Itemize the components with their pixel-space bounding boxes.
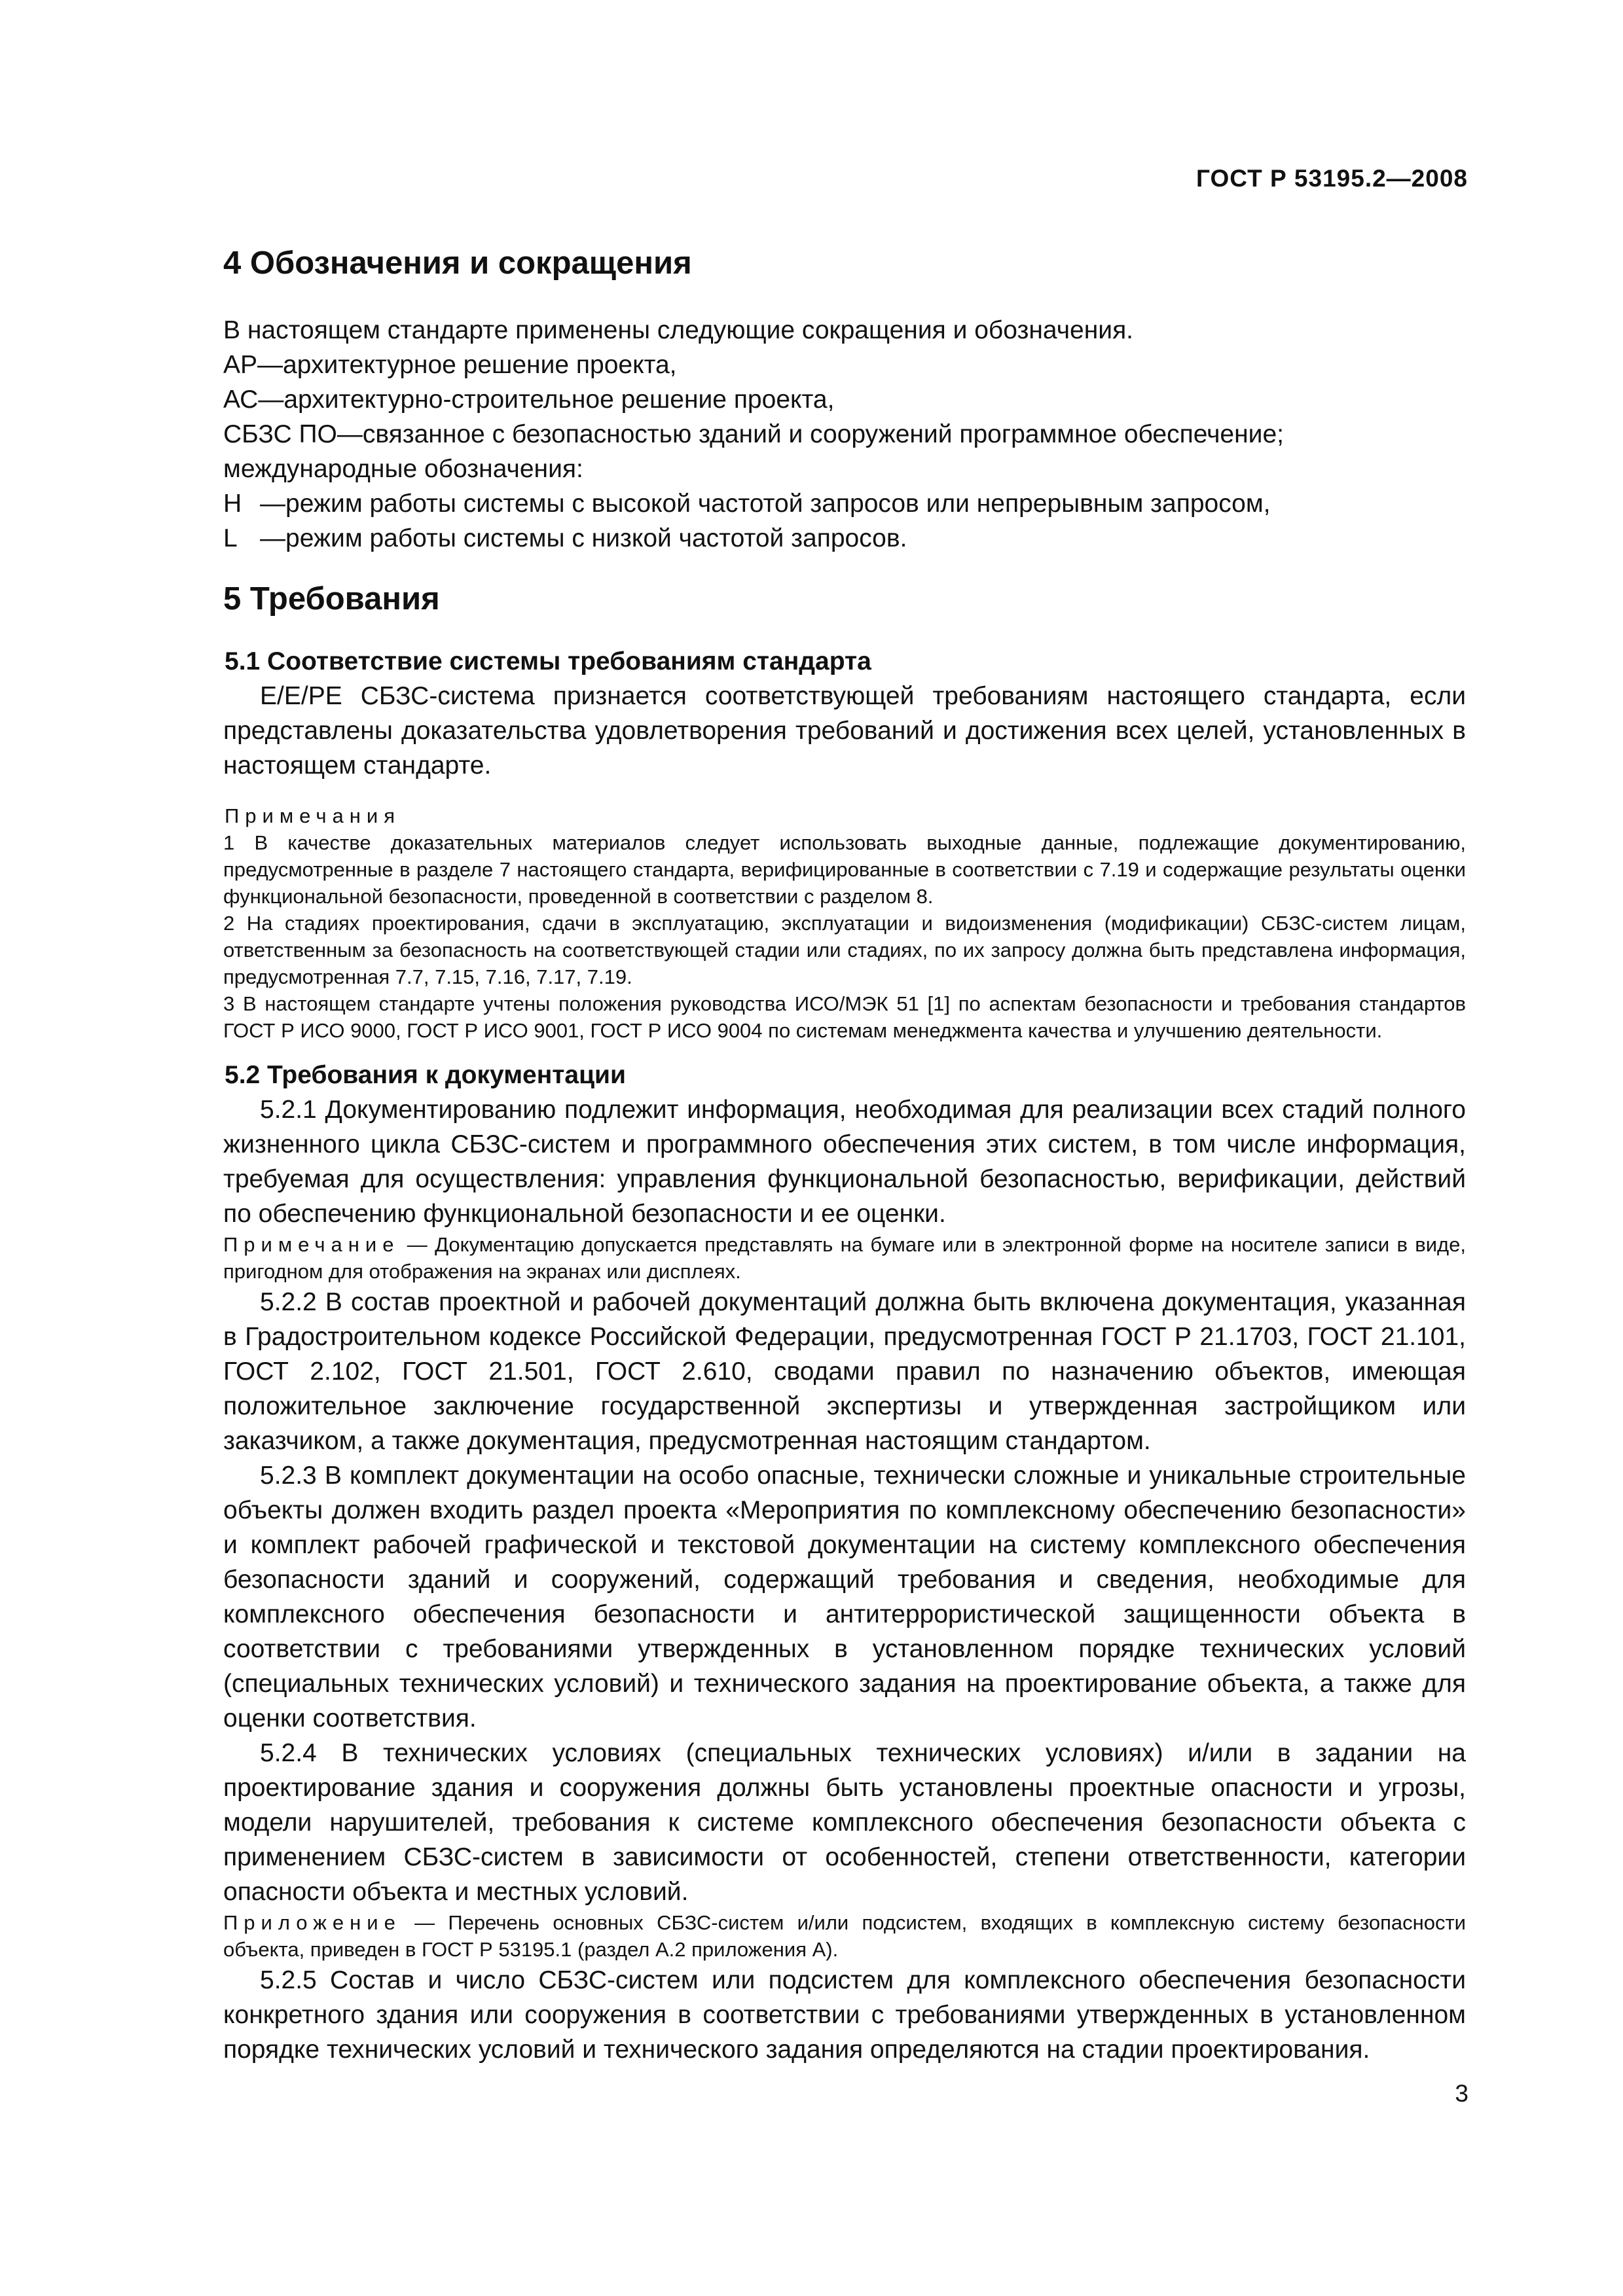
note-item: 3 В настоящем стандарте учтены положения руководства ИСО/МЭК 51 [1] по аспектам безопасности и требования стандартов ГОСТ Р ИСО 9000, ГОСТ Р ИСО 9001, ГОСТ Р ИСО 9004 по системам менеджмента качества и улучшению деятельности.: [223, 992, 1466, 1042]
abbreviation-text: связанное с безопасностью зданий и сооружений программное обеспечение;: [362, 420, 1284, 448]
abbreviation-item: [223, 348, 1466, 382]
note-5-2-1: [223, 1231, 1466, 1285]
abbreviation-text: архитектурное решение проекта,: [283, 351, 677, 379]
abbreviation-key: АР: [223, 351, 258, 379]
designation-item: [223, 486, 1466, 521]
abbreviation-key: АС: [223, 386, 259, 414]
abbreviation-separator: —: [258, 386, 284, 414]
note-text: — Документацию допускается представлять на бумаге или в электронной форме на носителе записи в виде, пригодном для отображения на экранах или дисплеях.: [223, 1233, 1466, 1283]
abbreviation-separator: —: [337, 420, 363, 448]
abbreviations-block: [223, 313, 1466, 556]
clause-5-2-4: 5.2.4 В технических условиях (специальных технических условиях) и/или в задании на проектирование здания и сооружения должны быть установлены проектные опасности и угрозы, модели нарушителей, требования к системе комплексного обеспечения безопасности объекта с применением СБЗС-систем в зависимости от особенностей, степени ответственности, категории опасности объекта и местных условий.: [223, 1739, 1466, 1906]
note-item: 2 На стадиях проектирования, сдачи в эксплуатацию, эксплуатации и видоизменения (модификации) СБЗС-систем лицам, ответственным за безопасность на соответствующей стадии или стадиях, по их запросу должна быть представлена информация, предусмотренная 7.7, 7.15, 7.16, 7.17, 7.19.: [223, 912, 1466, 988]
international-designations-label: международные обозначения:: [223, 455, 583, 483]
abbreviation-item: [223, 417, 1466, 452]
abbreviations-intro: В настоящем стандарте применены следующие сокращения и обозначения.: [223, 316, 1134, 344]
appendix-text: — Перечень основных СБЗС-систем и/или подсистем, входящих в комплексную систему безопасности объекта, приведен в ГОСТ Р 53195.1 (раздел А.2 приложения А).: [223, 1911, 1466, 1961]
subsection-5-1-text: Е/Е/РЕ СБЗС-система признается соответствующей требованиям настоящего стандарта, если представлены доказательства удовлетворения требований и достижения всех целей, установленных в настоящем стандарте.: [223, 682, 1466, 780]
document-code: ГОСТ Р 53195.2—2008: [1196, 165, 1468, 192]
clause-5-2-1: 5.2.1 Документированию подлежит информация, необходимая для реализации всех стадий полного жизненного цикла СБЗС-систем и программного обеспечения этих систем, в том числе информация, требуемая для осуществления: управления функциональной безопасностью, верификации, действий по обеспечению функциональной безопасности и ее оценки.: [223, 1096, 1466, 1228]
appendix-note: [223, 1909, 1466, 1963]
section-5-title: 5 Требования: [223, 581, 440, 617]
subsection-5-1-title: 5.1 Соответствие системы требованиям стандарта: [225, 647, 871, 675]
designation-text: режим работы системы с высокой частотой запросов или непрерывным запросом,: [285, 490, 1271, 518]
abbreviation-separator: —: [257, 351, 283, 379]
document-content: [223, 236, 1466, 2067]
note-item: 1 В качестве доказательных материалов следует использовать выходные данные, подлежащие документированию, предусмотренные в разделе 7 настоящего стандарта, верифицированные в соответствии с 7.19 и содержащие результаты оценки функциональной безопасности, проведенной в соответствии с разделом 8.: [223, 831, 1466, 908]
notes-heading: Примечания: [225, 804, 401, 827]
designation-key: Н: [223, 490, 242, 518]
designation-separator: —: [260, 524, 285, 552]
note-label: Примечание: [223, 1233, 400, 1256]
designation-text: режим работы системы с низкой частотой запросов.: [285, 524, 907, 552]
abbreviation-text: архитектурно-строительное решение проекта,: [283, 386, 835, 414]
page-number: 3: [1455, 2080, 1468, 2107]
clause-5-2-5: 5.2.5 Состав и число СБЗС-систем или подсистем для комплексного обеспечения безопасности конкретного здания или сооружения в соответствии с требованиями утвержденных в установленном порядке технических условий и технического задания определяются на стадии проектирования.: [223, 1966, 1466, 2064]
designation-item: [223, 521, 1466, 556]
designation-key: L: [223, 524, 238, 552]
clause-5-2-2: 5.2.2 В состав проектной и рабочей документаций должна быть включена документация, указанная в Градостроительном кодексе Российской Федерации, предусмотренная ГОСТ Р 21.1703, ГОСТ 21.101, ГОСТ 2.102, ГОСТ 21.501, ГОСТ 2.610, сводами правил по назначению объектов, имеющая положительное заключение государственной экспертизы и утвержденная застройщиком или заказчиком, а также документация, предусмотренная настоящим стандартом.: [223, 1288, 1466, 1455]
clause-5-2-3: 5.2.3 В комплект документации на особо опасные, технически сложные и уникальные строительные объекты должен входить раздел проекта «Мероприятия по комплексному обеспечению безопасности» и комплект рабочей графической и текстовой документации на систему комплексного обеспечения безопасности зданий и сооружений, содержащий требования и сведения, необходимые для комплексного обеспечения безопасности и антитеррористической защищенности объекта в соответствии с требованиями утвержденных в установленном порядке технических условий (специальных технических условий) и технического задания на проектирование объекта, а также для оценки соответствия.: [223, 1462, 1466, 1732]
abbreviation-item: [223, 382, 1466, 417]
appendix-label: Приложение: [223, 1911, 401, 1934]
abbreviation-key: СБЗС ПО: [223, 420, 337, 448]
notes-block: [223, 802, 1466, 1044]
subsection-5-2-title: 5.2 Требования к документации: [225, 1061, 627, 1089]
designation-separator: —: [260, 490, 285, 518]
section-4-title: 4 Обозначения и сокращения: [223, 245, 692, 281]
